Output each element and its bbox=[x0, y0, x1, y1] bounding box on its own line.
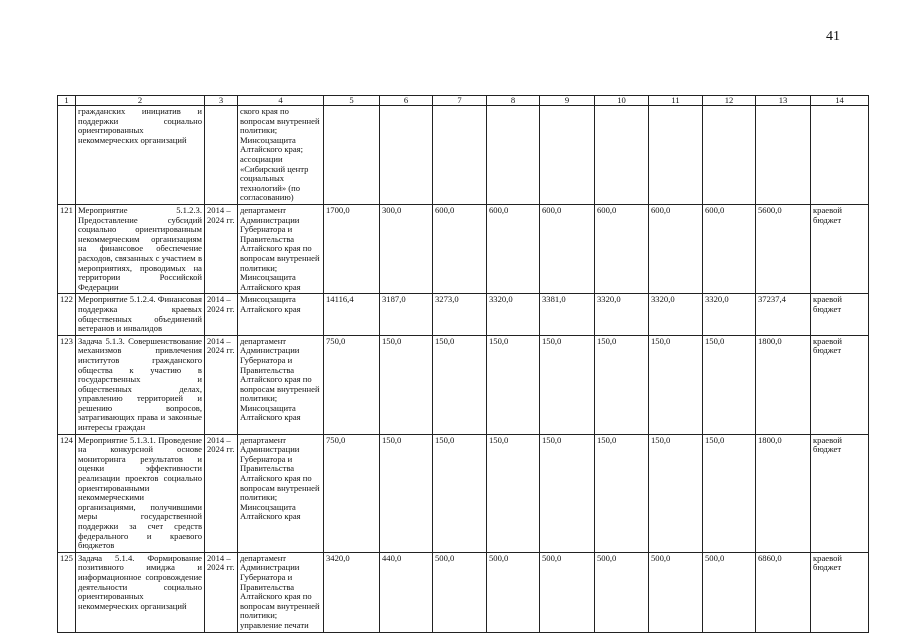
table-row bbox=[58, 434, 869, 552]
row-name: Мероприятие 5.1.3.1. Проведение на конкурсной основе мониторинга результатов и оценки эффективности реализации проектов социально ориентированными некоммерческими организациями, получившими меры государственной поддержки за счет средств федерального и краевого бюджетов bbox=[76, 434, 205, 552]
row-period: 2014 – 2024 гг. bbox=[205, 294, 238, 335]
value-cell: 150,0 bbox=[703, 335, 756, 434]
value-cell: 3320,0 bbox=[649, 294, 703, 335]
value-cell bbox=[380, 106, 433, 205]
column-header: 5 bbox=[324, 96, 380, 106]
column-header: 9 bbox=[540, 96, 595, 106]
row-executor: департамент Администрации Губернатора и Правительства Алтайского края по вопросам внутренней политики; Минсоцзащита Алтайского края bbox=[238, 205, 324, 294]
column-header: 8 bbox=[487, 96, 540, 106]
column-header: 14 bbox=[811, 96, 869, 106]
value-cell: 150,0 bbox=[649, 434, 703, 552]
value-cell: 750,0 bbox=[324, 335, 380, 434]
table-row bbox=[58, 205, 869, 294]
row-period: 2014 – 2024 гг. bbox=[205, 552, 238, 632]
value-cell: 600,0 bbox=[703, 205, 756, 294]
funding-source: краевой бюджет bbox=[811, 335, 869, 434]
value-cell: 500,0 bbox=[433, 552, 487, 632]
column-header: 1 bbox=[58, 96, 76, 106]
table-row bbox=[58, 106, 869, 205]
row-executor: департамент Администрации Губернатора и Правительства Алтайского края по вопросам внутренней политики; управление печати bbox=[238, 552, 324, 632]
row-period: 2014 – 2024 гг. bbox=[205, 434, 238, 552]
value-cell: 150,0 bbox=[540, 335, 595, 434]
value-cell bbox=[324, 106, 380, 205]
value-cell: 150,0 bbox=[433, 335, 487, 434]
value-cell: 150,0 bbox=[380, 434, 433, 552]
value-cell bbox=[649, 106, 703, 205]
value-cell: 600,0 bbox=[487, 205, 540, 294]
value-cell bbox=[703, 106, 756, 205]
value-cell: 3187,0 bbox=[380, 294, 433, 335]
row-name: Мероприятие 5.1.2.4. Финансовая поддержка краевых общественных объединений ветеранов и инвалидов bbox=[76, 294, 205, 335]
value-cell: 3381,0 bbox=[540, 294, 595, 335]
row-executor: ского края по вопросам внутренней политики; Минсоцзащита Алтайского края; ассоциации «Сибирский центр социальных технологий» (по согласованию) bbox=[238, 106, 324, 205]
value-cell: 500,0 bbox=[487, 552, 540, 632]
column-header: 11 bbox=[649, 96, 703, 106]
value-cell: 150,0 bbox=[595, 335, 649, 434]
value-cell: 500,0 bbox=[540, 552, 595, 632]
value-cell: 300,0 bbox=[380, 205, 433, 294]
row-name: Задача 5.1.3. Совершенствование механизмов привлечения институтов гражданского общества к участию в государственных и общественных делах, управлению территорией и решению вопросов, затрагивающих права и законные интересы граждан bbox=[76, 335, 205, 434]
value-cell: 440,0 bbox=[380, 552, 433, 632]
value-cell: 150,0 bbox=[380, 335, 433, 434]
value-cell bbox=[487, 106, 540, 205]
row-name: Мероприятие 5.1.2.3. Предоставление субсидий социально ориентированным некоммерческим организациям на финансовое обеспечение расходов, связанных с участием в мероприятиях, проводимых на территории Российской Федерации bbox=[76, 205, 205, 294]
value-cell: 600,0 bbox=[433, 205, 487, 294]
value-cell: 150,0 bbox=[595, 434, 649, 552]
value-cell: 5600,0 bbox=[756, 205, 811, 294]
value-cell: 150,0 bbox=[649, 335, 703, 434]
column-header: 12 bbox=[703, 96, 756, 106]
value-cell: 37237,4 bbox=[756, 294, 811, 335]
value-cell: 150,0 bbox=[487, 335, 540, 434]
value-cell: 150,0 bbox=[703, 434, 756, 552]
page-number: 41 bbox=[826, 29, 840, 44]
row-period bbox=[205, 106, 238, 205]
funding-source: краевой бюджет bbox=[811, 205, 869, 294]
value-cell bbox=[433, 106, 487, 205]
value-cell: 3320,0 bbox=[487, 294, 540, 335]
value-cell: 1700,0 bbox=[324, 205, 380, 294]
value-cell bbox=[595, 106, 649, 205]
row-number bbox=[58, 106, 76, 205]
column-header: 4 bbox=[238, 96, 324, 106]
value-cell: 6860,0 bbox=[756, 552, 811, 632]
value-cell: 150,0 bbox=[540, 434, 595, 552]
funding-source: краевой бюджет bbox=[811, 552, 869, 632]
funding-source: краевой бюджет bbox=[811, 434, 869, 552]
column-header: 2 bbox=[76, 96, 205, 106]
value-cell: 500,0 bbox=[703, 552, 756, 632]
value-cell: 500,0 bbox=[595, 552, 649, 632]
row-number: 123 bbox=[58, 335, 76, 434]
value-cell: 600,0 bbox=[649, 205, 703, 294]
value-cell: 3320,0 bbox=[703, 294, 756, 335]
value-cell: 1800,0 bbox=[756, 335, 811, 434]
row-number: 121 bbox=[58, 205, 76, 294]
budget-table bbox=[57, 95, 869, 633]
value-cell: 3273,0 bbox=[433, 294, 487, 335]
row-number: 124 bbox=[58, 434, 76, 552]
row-executor: департамент Администрации Губернатора и Правительства Алтайского края по вопросам внутренней политики; Минсоцзащита Алтайского края bbox=[238, 335, 324, 434]
value-cell: 500,0 bbox=[649, 552, 703, 632]
value-cell: 1800,0 bbox=[756, 434, 811, 552]
table-header-row bbox=[58, 96, 869, 106]
column-header: 3 bbox=[205, 96, 238, 106]
row-period: 2014 – 2024 гг. bbox=[205, 335, 238, 434]
value-cell: 3320,0 bbox=[595, 294, 649, 335]
column-header: 7 bbox=[433, 96, 487, 106]
row-period: 2014 – 2024 гг. bbox=[205, 205, 238, 294]
column-header: 13 bbox=[756, 96, 811, 106]
funding-source bbox=[811, 106, 869, 205]
value-cell bbox=[756, 106, 811, 205]
value-cell: 750,0 bbox=[324, 434, 380, 552]
funding-source: краевой бюджет bbox=[811, 294, 869, 335]
column-header: 6 bbox=[380, 96, 433, 106]
value-cell: 14116,4 bbox=[324, 294, 380, 335]
value-cell: 150,0 bbox=[487, 434, 540, 552]
row-name: гражданских инициатив и поддержки социально ориентированных некоммерческих организаций bbox=[76, 106, 205, 205]
row-executor: Минсоцзащита Алтайского края bbox=[238, 294, 324, 335]
table-row bbox=[58, 335, 869, 434]
value-cell: 600,0 bbox=[540, 205, 595, 294]
value-cell: 150,0 bbox=[433, 434, 487, 552]
table-row bbox=[58, 294, 869, 335]
row-number: 125 bbox=[58, 552, 76, 632]
row-number: 122 bbox=[58, 294, 76, 335]
row-executor: департамент Администрации Губернатора и Правительства Алтайского края по вопросам внутренней политики; Минсоцзащита Алтайского края bbox=[238, 434, 324, 552]
value-cell bbox=[540, 106, 595, 205]
value-cell: 3420,0 bbox=[324, 552, 380, 632]
column-header: 10 bbox=[595, 96, 649, 106]
row-name: Задача 5.1.4. Формирование позитивного имиджа и информационное сопровождение деятельности социально ориентированных некоммерческих организаций bbox=[76, 552, 205, 632]
value-cell: 600,0 bbox=[595, 205, 649, 294]
table-row bbox=[58, 552, 869, 632]
